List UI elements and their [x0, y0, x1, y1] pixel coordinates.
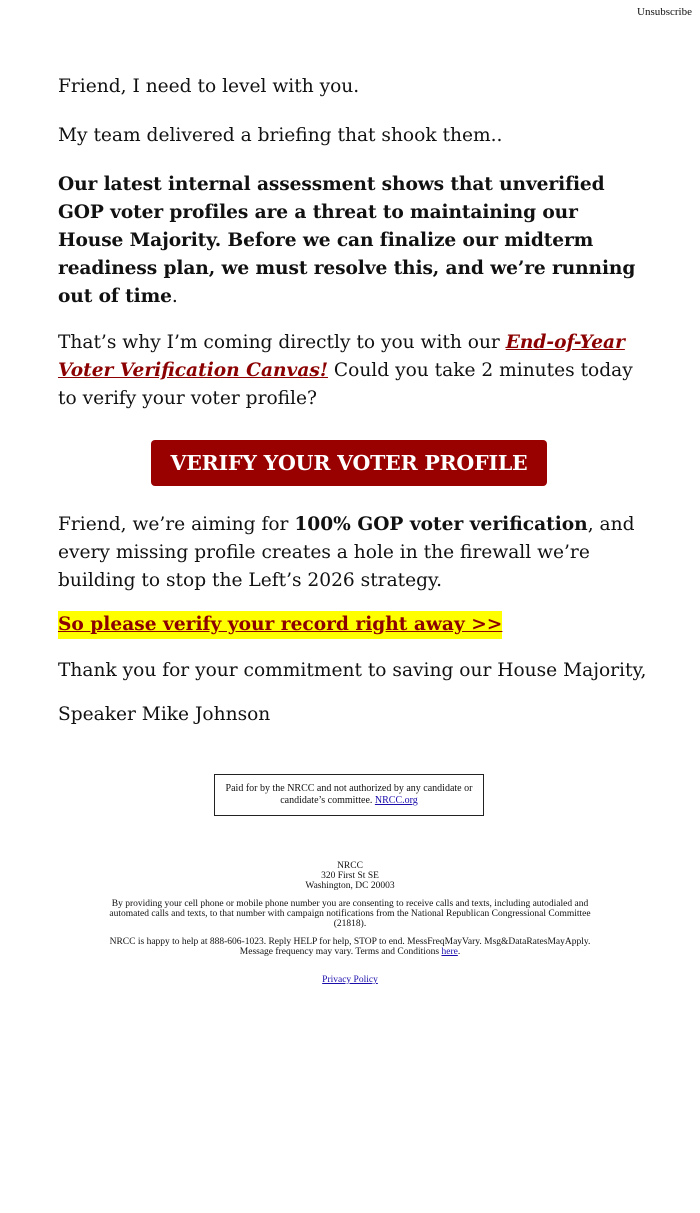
greeting: Friend, I need to level with you.: [58, 76, 360, 97]
ask-prefix: That’s why I’m coming directly to you with our: [58, 332, 506, 353]
verify-record-link[interactable]: So please verify your record right away >>: [58, 611, 502, 639]
button-container: [58, 440, 648, 486]
verify-voter-profile-button[interactable]: VERIFY YOUR VOTER PROFILE: [151, 440, 548, 486]
footer-city: Washington, DC 20003: [305, 881, 395, 891]
signature: Speaker Mike Johnson: [58, 704, 271, 725]
nrcc-link[interactable]: NRCC.org: [374, 795, 418, 806]
ask-paragraph: [58, 329, 648, 413]
paid-for-disclaimer: [214, 774, 484, 816]
email-body: [58, 73, 648, 729]
aim-suffix: , and every missing profile creates a hole in the firewall we’re building to stop the Left’s 2026 strategy.: [58, 514, 635, 591]
footer-help-end: .: [457, 947, 461, 957]
footer-org: NRCC: [337, 861, 363, 871]
terms-link[interactable]: here: [441, 947, 458, 957]
ask-suffix: Could you take 2 minutes today to verify your voter profile?: [58, 360, 633, 409]
disclaimer-text: Paid for by the NRCC and not authorized by any candidate or candidate’s committee.: [225, 783, 473, 806]
footer-help-text: NRCC is happy to help at 888-606-1023. Reply HELP for help, STOP to end. MessFreqMayVary. Msg&DataRatesMayApply. Message frequency may vary. Terms and Conditions: [109, 937, 591, 957]
footer-street: 320 First St SE: [321, 871, 379, 881]
assessment-period: .: [171, 286, 178, 307]
briefing-paragraph: My team delivered a briefing that shook them..: [58, 125, 503, 146]
assessment-paragraph: [58, 171, 648, 311]
aim-bold: 100% GOP voter verification: [294, 514, 588, 535]
footer-help: [96, 937, 604, 957]
aim-prefix: Friend, we’re aiming for: [58, 514, 295, 535]
privacy-policy-link[interactable]: Privacy Policy: [322, 975, 378, 985]
footer-consent: By providing your cell phone or mobile phone number you are consenting to receive calls and texts, including autodialed and automated calls and texts, to that number with campaign notifications from the National Republican Congressional Committee (21818).: [109, 899, 591, 929]
aim-paragraph: [58, 511, 648, 595]
thanks-paragraph: Thank you for your commitment to saving our House Majority,: [58, 660, 647, 681]
assessment-bold-text: Our latest internal assessment shows that unverified GOP voter profiles are a threat to maintaining our House Majority. Before we can finalize our midterm readiness plan, we must resolve this, and we’re running out of time: [58, 174, 636, 307]
unsubscribe-link[interactable]: Unsubscribe: [637, 6, 692, 18]
footer: [96, 861, 604, 985]
verification-canvas-link[interactable]: End-of-Year Voter Verification Canvas!: [58, 332, 625, 381]
